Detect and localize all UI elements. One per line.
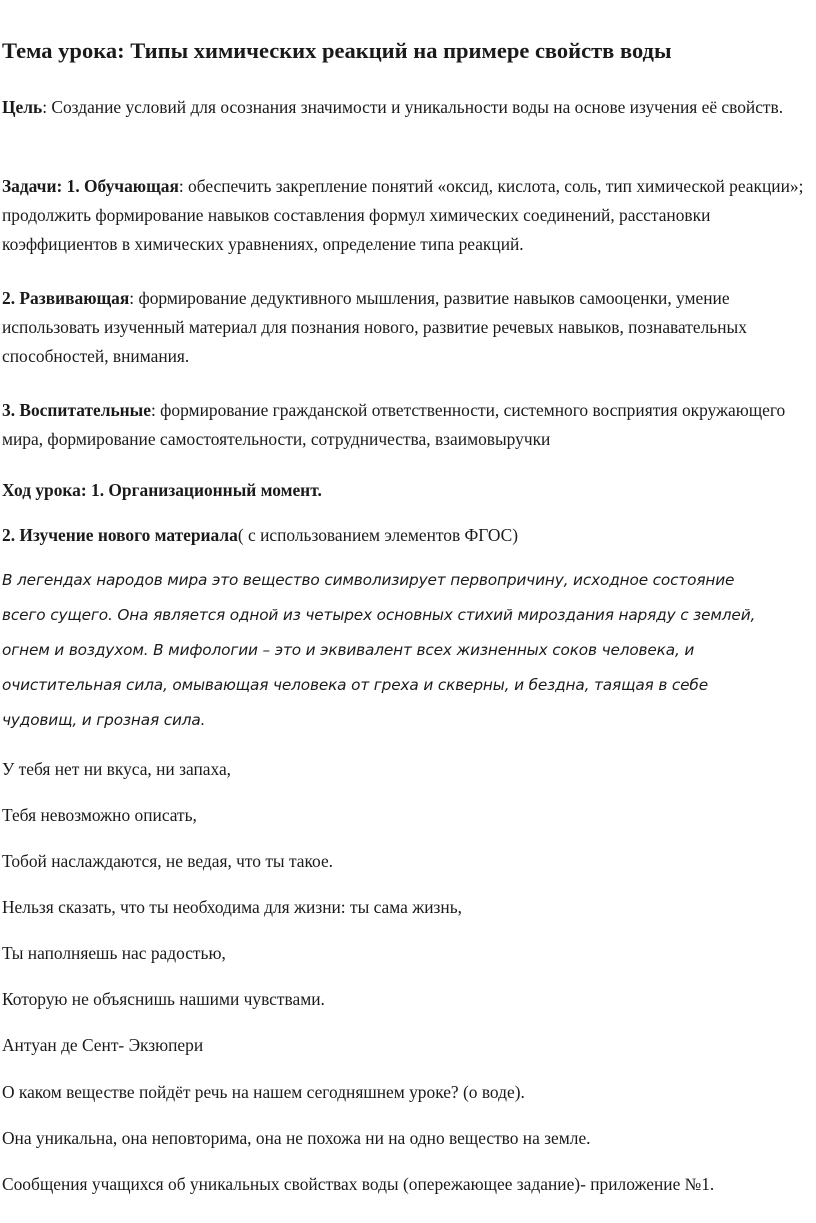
poem-author: Антуан де Сент- Экзюпери bbox=[2, 1035, 204, 1055]
poem-line: Ты наполняешь нас радостью, bbox=[2, 943, 226, 963]
legend-line: очистительная сила, омывающая человека от греха и скверны, и бездна, таящая в себе bbox=[2, 676, 708, 694]
tasks-text: : обеспечить закрепление понятий «оксид, кислота, соль, тип химической реакции»; продолжить формирование навыков составления формул химических соединений, расстановки коэффициентов в химических уравнениях, определение типа реакций. bbox=[2, 176, 804, 254]
new-material-text: ( с использованием элементов ФГОС) bbox=[237, 525, 519, 545]
unique-line: Она уникальна, она неповторима, она не похожа ни на одно вещество на земле. bbox=[2, 1128, 591, 1148]
educational-text: : формирование гражданской ответственности, системного восприятия окружающего мира, формирование самостоятельности, сотрудничества, взаимовыручки bbox=[2, 400, 786, 449]
tasks-paragraph bbox=[2, 172, 814, 259]
educational-label: 3. Воспитательные bbox=[2, 400, 151, 420]
developing-paragraph bbox=[2, 284, 814, 371]
lesson-title: Тема урока: Типы химических реакций на примере свойств воды bbox=[2, 38, 672, 63]
new-material-paragraph bbox=[2, 521, 814, 550]
legend-line: В легендах народов мира это вещество символизирует первопричину, исходное состояние bbox=[2, 571, 735, 589]
educational-paragraph bbox=[2, 396, 814, 454]
goal-label: Цель bbox=[2, 97, 43, 117]
poem-line: Нельзя сказать, что ты необходима для жизни: ты сама жизнь, bbox=[2, 897, 462, 917]
lesson-flow-heading: Ход урока: 1. Организационный момент. bbox=[2, 480, 322, 500]
new-material-label: 2. Изучение нового материала bbox=[2, 525, 238, 545]
developing-label: 2. Развивающая bbox=[2, 288, 130, 308]
legend-paragraph bbox=[2, 563, 814, 738]
question-line: О каком веществе пойдёт речь на нашем сегодняшнем уроке? (о воде). bbox=[2, 1082, 525, 1102]
legend-line: чудовищ, и грозная сила. bbox=[2, 711, 206, 729]
goal-paragraph bbox=[2, 93, 814, 122]
poem-line: Тебя невозможно описать, bbox=[2, 805, 197, 825]
goal-text: : Создание условий для осознания значимости и уникальности воды на основе изучения её свойств. bbox=[42, 97, 784, 117]
developing-text: : формирование дедуктивного мышления, развитие навыков самооценки, умение использовать изученный материал для познания нового, развитие речевых навыков, познавательных способностей, внимания. bbox=[2, 288, 747, 366]
poem-line: Которую не объяснишь нашими чувствами. bbox=[2, 989, 325, 1009]
legend-line: всего сущего. Она является одной из четырех основных стихий мироздания наряду с землей, bbox=[2, 606, 756, 624]
tasks-heading: Задачи: 1. Обучающая bbox=[2, 176, 179, 196]
legend-line: огнем и воздухом. В мифологии – это и эквивалент всех жизненных соков человека, и bbox=[2, 641, 695, 659]
poem-line: У тебя нет ни вкуса, ни запаха, bbox=[2, 759, 232, 779]
poem-line: Тобой наслаждаются, не ведая, что ты такое. bbox=[2, 851, 334, 871]
reports-line: Сообщения учащихся об уникальных свойствах воды (опережающее задание)- приложение №1. bbox=[2, 1174, 715, 1194]
